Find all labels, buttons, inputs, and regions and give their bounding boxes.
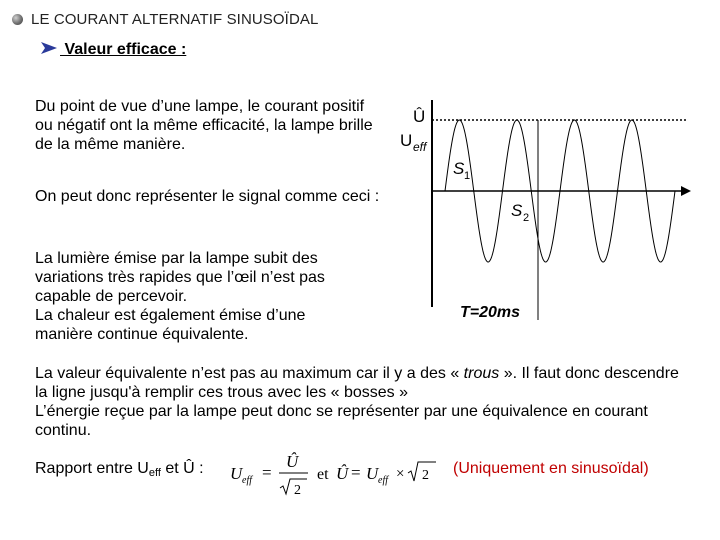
paragraph-signal: On peut donc représenter le signal comme ceci :: [35, 188, 380, 205]
ratio-sub: eff: [148, 467, 161, 479]
formula-eff-2: eff: [378, 475, 388, 486]
formula-eq: =: [262, 463, 272, 482]
text-segment: ». Il faut donc descendre la ligne jusqu'à remplir ces trous avec les « bosses »: [35, 365, 684, 401]
x-axis-arrow-icon: [681, 186, 691, 196]
text-segment: La valeur équivalente n’est pas au maximum car il y a des «: [35, 365, 464, 382]
label-s1-sub: 1: [464, 170, 471, 182]
period-label: T=20ms: [460, 304, 521, 320]
slide-title: LE COURANT ALTERNATIF SINUSOÏDAL: [31, 11, 319, 28]
formula-eff: eff: [242, 475, 252, 486]
ratio-formula: [228, 443, 440, 499]
paragraph-lamp: Du point de vue d’une lampe, le courant positif ou négatif ont la même efficacité, la lampe brille de la même manière.: [35, 98, 373, 153]
paragraph-energy: L’énergie reçue par la lampe peut donc se représenter par une équivalence en courant continu.: [35, 403, 648, 439]
text-line: capable de percevoir.: [35, 288, 188, 305]
arrow-bullet-icon: [40, 41, 58, 55]
text-line: La chaleur est également émise d’une: [35, 307, 306, 324]
paragraph-light: [35, 249, 380, 344]
formula-et: et: [317, 466, 329, 483]
section-subtitle: Valeur efficace :: [60, 41, 187, 58]
y-label-uhat: Û: [413, 107, 426, 126]
bullet-dot-icon: [12, 14, 23, 25]
rectified-sine-chart: [395, 100, 695, 320]
y-label-eff-sub: eff: [413, 140, 427, 154]
paragraph-equivalent: [35, 364, 695, 440]
sinusoidal-note: (Uniquement en sinusoïdal): [453, 460, 649, 477]
label-s2: S: [511, 201, 523, 220]
formula-sqrt2-2: 2: [422, 468, 429, 483]
y-label-ueff: U: [400, 131, 413, 150]
formula-u-2: U: [366, 464, 379, 483]
text-line: variations très rapides que l’œil n’est pas: [35, 269, 325, 286]
label-s1: S: [453, 159, 465, 178]
label-s2-sub: 2: [523, 212, 530, 224]
formula-uhat-2: Û: [336, 464, 349, 483]
ratio-label: [35, 460, 204, 479]
formula-sqrt2: 2: [294, 483, 301, 498]
text-line: La lumière émise par la lampe subit des: [35, 250, 318, 267]
ratio-text: Rapport entre U: [35, 460, 149, 477]
formula-uhat: Û: [286, 452, 299, 471]
formula-u: U: [230, 464, 243, 483]
ratio-text-post: et Û :: [160, 460, 204, 477]
text-trous: trous: [463, 365, 500, 382]
formula-times: ×: [396, 466, 405, 482]
text-line: manière continue équivalente.: [35, 326, 249, 343]
formula-eq-2: =: [351, 463, 361, 482]
